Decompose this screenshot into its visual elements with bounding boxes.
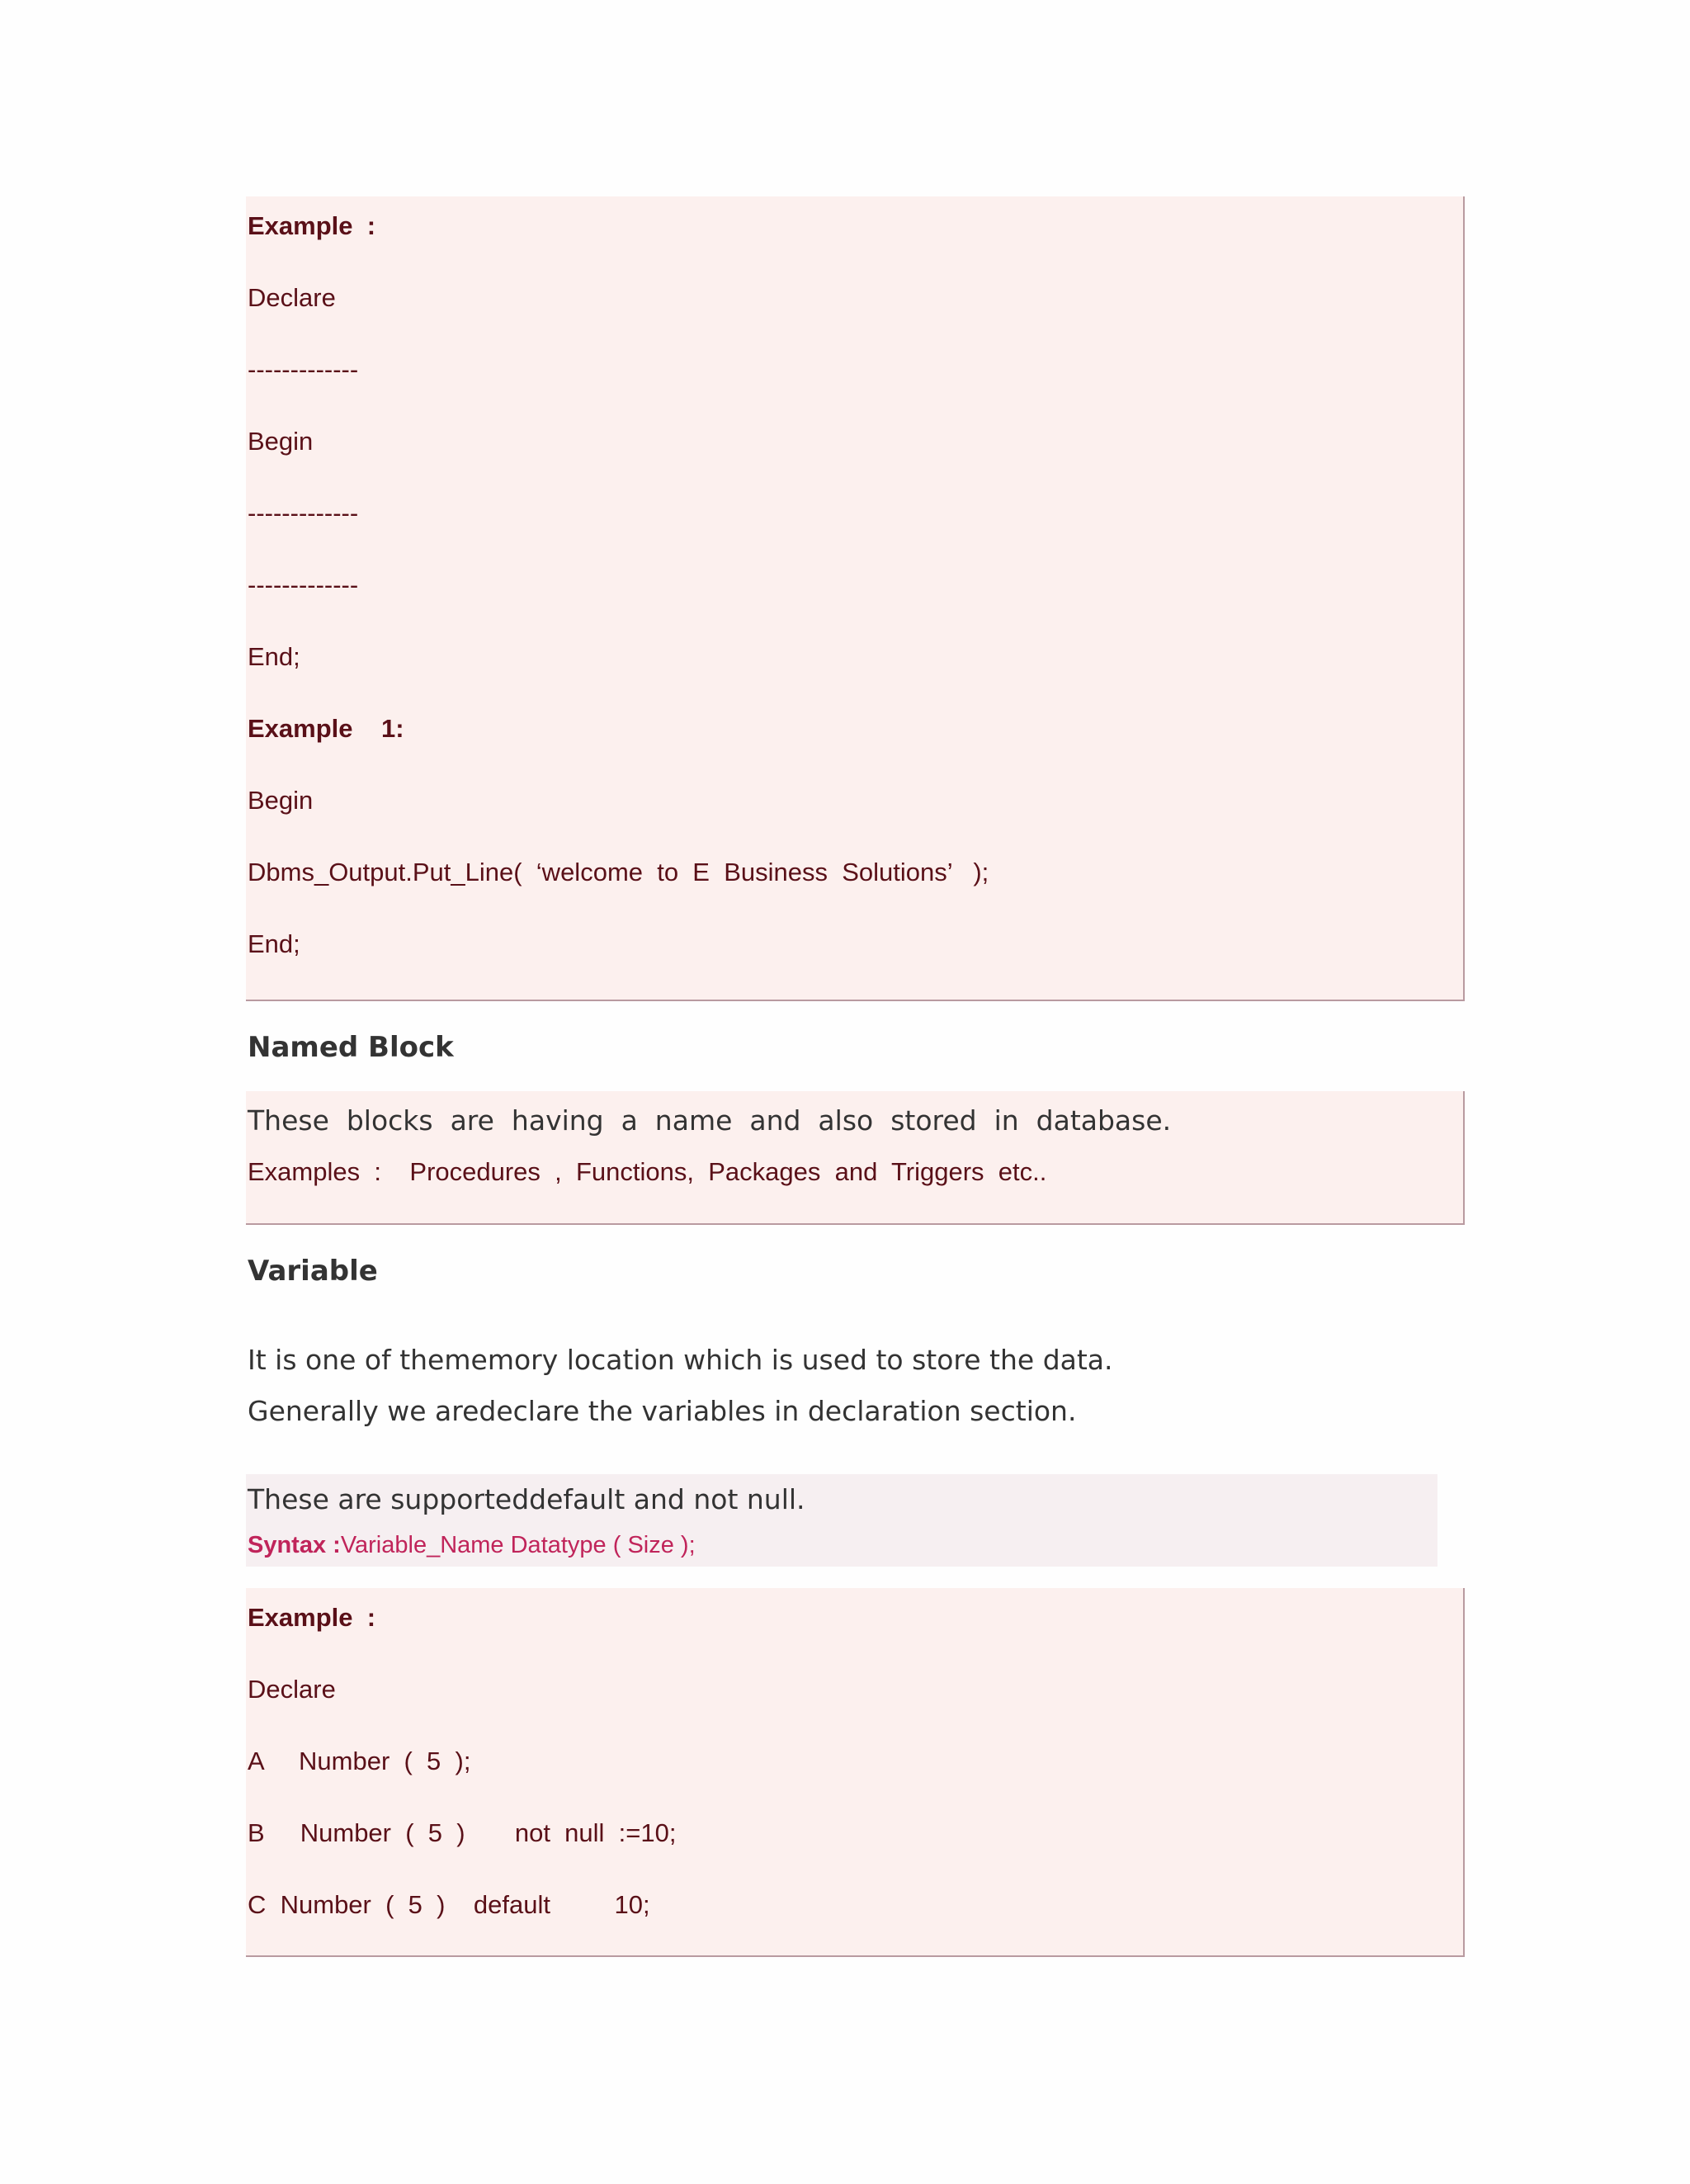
- code-line: -------------: [248, 570, 359, 599]
- code-line: B Number ( 5 ) not null :=10;: [248, 1818, 677, 1847]
- named-block-box: [246, 1091, 1465, 1225]
- code-line: Dbms_Output.Put_Line( ‘welcome to E Business Solutions’ );: [248, 858, 989, 886]
- code-line: Begin: [248, 427, 314, 456]
- syntax-label: Syntax :: [248, 1532, 341, 1558]
- example-label: Example 1:: [248, 714, 404, 743]
- code-line: Declare: [248, 1675, 336, 1704]
- code-line: End;: [248, 642, 300, 671]
- code-line: End;: [248, 929, 300, 958]
- code-line: Declare: [248, 283, 336, 312]
- code-example-box-2: [246, 1588, 1465, 1957]
- example-label: Example :: [248, 211, 376, 240]
- syntax-line: [248, 1534, 696, 1558]
- code-line: -------------: [248, 355, 359, 384]
- code-line: -------------: [248, 499, 359, 527]
- example-label: Example :: [248, 1603, 376, 1632]
- code-example-box-1: [246, 196, 1465, 1001]
- code-line: Begin: [248, 786, 314, 815]
- variable-heading: Variable: [248, 1255, 378, 1288]
- code-line: A Number ( 5 );: [248, 1747, 471, 1775]
- variable-description-line-2: Generally we aredeclare the variables in declaration section.: [248, 1395, 1077, 1427]
- syntax-value: Variable_Name Datatype ( Size );: [340, 1532, 696, 1558]
- code-line: C Number ( 5 ) default 10;: [248, 1890, 650, 1919]
- named-block-examples: Examples : Procedures , Functions, Packages and Triggers etc..: [248, 1157, 1047, 1186]
- named-block-heading: Named Block: [248, 1031, 454, 1064]
- named-block-description: These blocks are having a name and also stored in database.: [248, 1104, 1172, 1137]
- variable-description-line-1: It is one of thememory location which is used to store the data.: [248, 1344, 1113, 1376]
- syntax-box: [246, 1474, 1437, 1567]
- supported-text: These are supporteddefault and not null.: [248, 1483, 805, 1515]
